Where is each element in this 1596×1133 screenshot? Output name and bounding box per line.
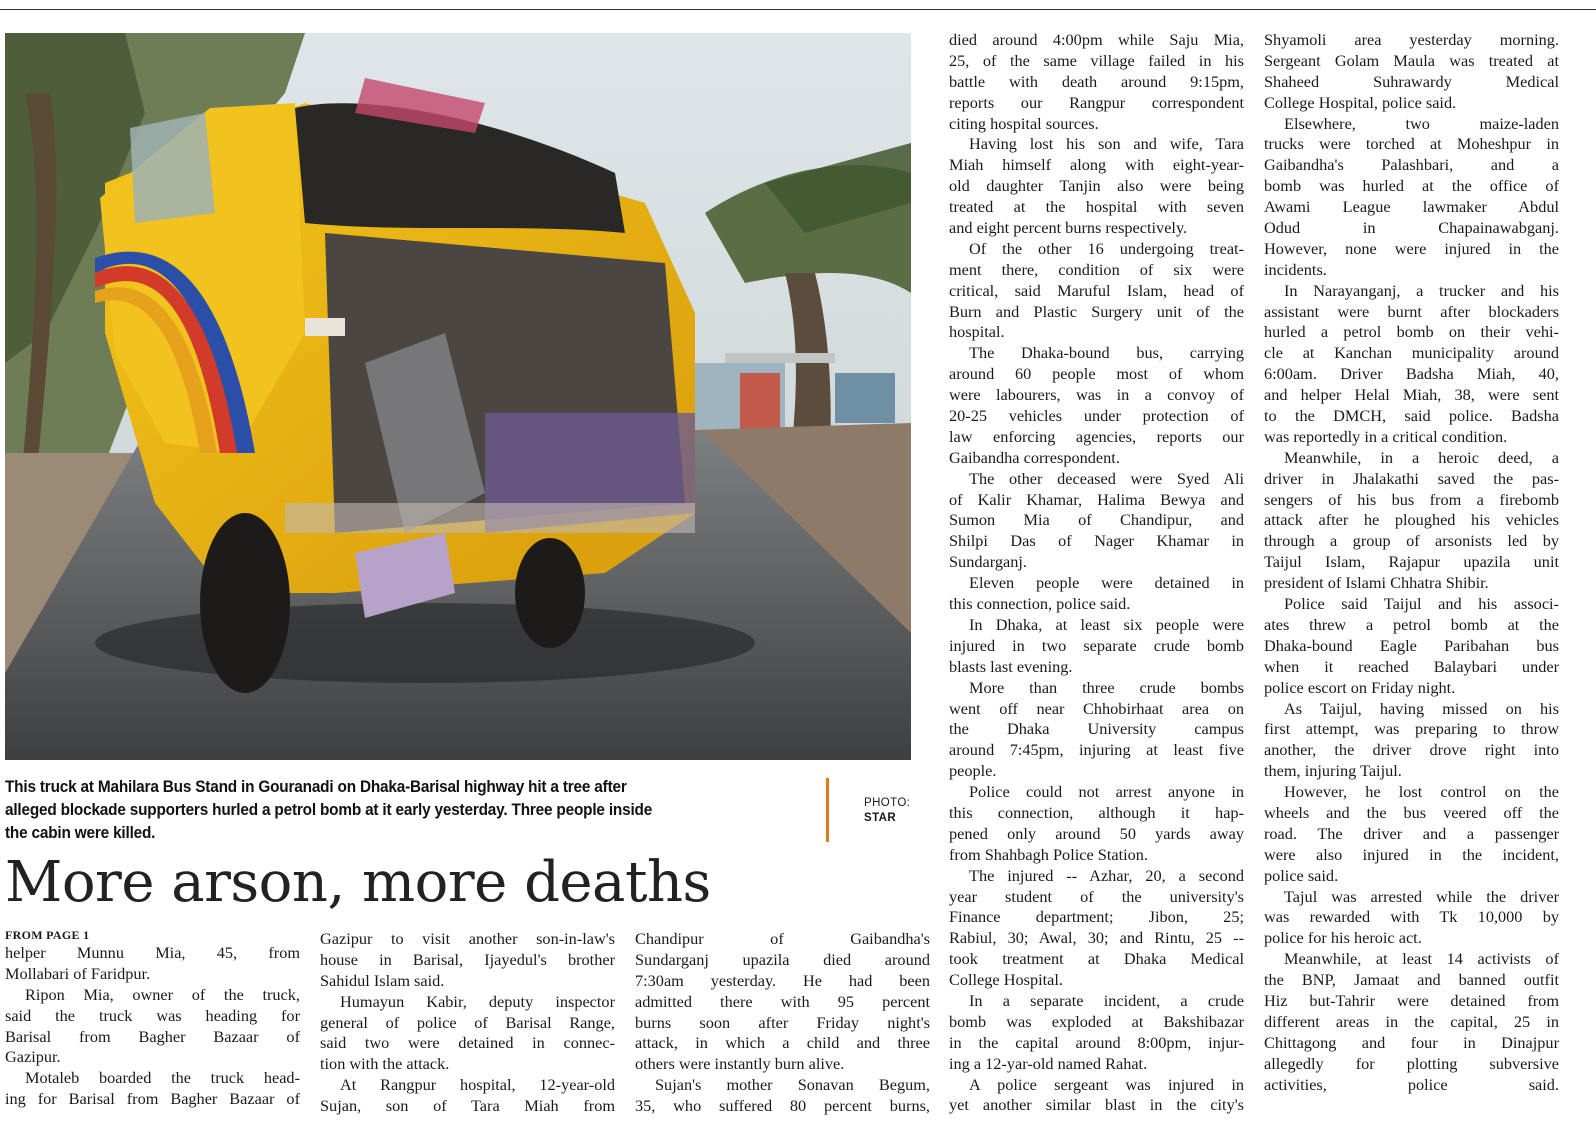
article-text-line: Meanwhile, in a heroic deed, a [1284, 447, 1559, 467]
article-text-line: injured in two separate crude bomb [949, 635, 1244, 655]
article-text-line: and helper Helal Miah, 38, were sent [1264, 385, 1559, 405]
article-text-line: hospital. [949, 322, 1005, 342]
article-text-line: Motaleb boarded the truck head- [25, 1068, 300, 1088]
article-text-line: Awami League lawmaker Abdul [1264, 197, 1559, 217]
article-text-line: this connection, police said. [949, 594, 1131, 614]
article-text-line: others were instantly burn alive. [635, 1054, 845, 1074]
article-text-line: Humayun Kabir, deputy inspector [340, 991, 615, 1011]
article-text-line: The injured -- Azhar, 20, a second [969, 865, 1244, 885]
article-text-line: Ripon Mia, owner of the truck, [25, 984, 300, 1004]
article-text-line: battle with death around 9:15pm, [949, 71, 1244, 91]
article-text-line: Gazipur to visit another son-in-law's [320, 929, 615, 948]
news-photo-truck [5, 33, 911, 760]
caption-divider [826, 778, 829, 842]
article-text-line: Miah himself along with eight-year- [949, 155, 1244, 175]
article-text-line: Hiz but-Tahrir were detained from [1264, 990, 1559, 1010]
article-text-line: Shaheed Suhrawardy Medical [1264, 71, 1559, 91]
article-text-line: first attempt, was preparing to throw [1264, 719, 1559, 739]
article-text-line: old daughter Tanjin also were being [949, 176, 1244, 196]
article-text-line: cle at Kanchan municipality around [1264, 343, 1559, 363]
article-text-line: around 60 people most of whom [949, 364, 1244, 384]
photo-credit-label: PHOTO: [864, 797, 911, 809]
article-text-line: the Dhaka University campus [949, 719, 1244, 739]
article-text-line: police for his heroic act. [1264, 928, 1422, 948]
article-text-line: ates threw a petrol bomb at the [1264, 614, 1559, 634]
article-text-line: was reportedly in a critical condition. [1264, 426, 1508, 446]
article-text-line: Odud in Chapainawabganj. [1264, 218, 1559, 238]
article-text-line: blasts last evening. [949, 656, 1073, 676]
article-text-line: them, injuring Taijul. [1264, 761, 1402, 781]
article-text-line: said the truck was heading for [5, 1005, 300, 1025]
article-text-line: A police sergeant was injured in [969, 1074, 1244, 1094]
article-text-line: 25, of the same village failed in his [949, 50, 1244, 70]
article-text-line: general of police of Barisal Range, [320, 1012, 615, 1032]
article-text-line: pened only around 50 yards away [949, 823, 1244, 843]
article-text-line: However, he lost control on the [1284, 782, 1559, 802]
article-text-line: said two were detained in connec- [320, 1033, 615, 1053]
article-text-line: police escort on Friday night. [1264, 677, 1456, 697]
article-text-line: another, the driver drove right into [1264, 740, 1559, 760]
article-text-line: bomb was hurled at the office of [1264, 176, 1559, 196]
top-rule [0, 9, 1596, 10]
article-text-line: were labourers, was in a convoy of [949, 385, 1244, 405]
article-text-line: 6:00am. Driver Badsha Miah, 40, [1264, 364, 1559, 384]
article-text-line: Barisal from Bagher Bazaar of [5, 1026, 300, 1046]
article-text-line: through a group of arsonists led by [1264, 531, 1559, 551]
article-text-line: Of the other 16 undergoing treat- [969, 238, 1244, 258]
article-text-line: went off near Chhobirhaat area on [949, 698, 1244, 718]
photo-caption: This truck at Mahilara Bus Stand in Gouranadi on Dhaka-Barisal highway hit a tree after alleged blockade supporters hurled a petrol bomb at it early yesterday. Three people inside the cabin were killed. [5, 778, 653, 842]
article-text-line: ing a 12-yar-old named Rahat. [949, 1053, 1148, 1073]
article-text-line: ment there, condition of six were [949, 259, 1244, 279]
article-text-line: Taijul Islam, Rajapur upazila unit [1264, 552, 1559, 572]
article-text-line: died around 4:00pm while Saju Mia, [949, 30, 1244, 49]
article-text-line: to the DMCH, said police. Badsha [1264, 406, 1559, 426]
article-text-line: Shilpi Das of Nager Khamar in [949, 531, 1244, 551]
article-text-line: Shyamoli area yesterday morning. [1264, 30, 1559, 49]
article-text-line: president of Islami Chhatra Shibir. [1264, 573, 1489, 593]
article-column-3 [635, 929, 930, 1133]
article-text-line: Finance department; Jibon, 25; [949, 907, 1244, 927]
article-text-line: Meanwhile, at least 14 activists of [1284, 949, 1559, 969]
article-text-line: trucks were torched at Moheshpur in [1264, 134, 1559, 154]
article-text-line: Police said Taijul and his associ- [1284, 594, 1559, 614]
article-text-line: and eight percent burns respectively. [949, 218, 1188, 238]
article-text-line: 7:30am yesterday. He had been [635, 970, 930, 990]
article-text-line: in the capital around 8:00pm, injur- [949, 1032, 1244, 1052]
article-text-line: citing hospital sources. [949, 113, 1099, 133]
article-text-line: Burn and Plastic Surgery unit of the [949, 301, 1244, 321]
dateline: FROM PAGE 1 [5, 928, 90, 942]
article-text-line: More than three crude bombs [969, 677, 1244, 697]
article-column-1 [5, 927, 300, 1133]
article-text-line: from Shahbagh Police Station. [949, 844, 1148, 864]
article-text-line: tion with the attack. [320, 1054, 450, 1074]
article-text-line: house in Barisal, Ijayedul's brother [320, 949, 615, 969]
article-text-line: attack, in which a child and three [635, 1033, 930, 1053]
article-text-line: Chandipur of Gaibandha's [635, 929, 930, 948]
article-text-line: In a separate incident, a crude [969, 990, 1244, 1010]
article-text-line: was rewarded with Tk 10,000 by [1264, 907, 1559, 927]
article-text-line: different areas in the capital, 25 in [1264, 1011, 1559, 1031]
article-text-line: the BNP, Jamaat and banned outfit [1264, 970, 1559, 990]
article-text-line: of Kalir Khamar, Halima Bewya and [949, 489, 1244, 509]
article-text-line: The Dhaka-bound bus, carrying [969, 343, 1244, 363]
article-text-line: attack after he ploughed his vehicles [1264, 510, 1559, 530]
article-text-line: driver in Jhalakathi saved the pas- [1264, 468, 1559, 488]
article-text-line: admitted there with 95 percent [635, 991, 930, 1011]
article-text-line: people. [949, 761, 997, 781]
article-text-line: Police could not arrest anyone in [969, 782, 1244, 802]
article-text-line: College Hospital. [949, 970, 1063, 990]
article-text-line: At Rangpur hospital, 12-year-old [340, 1075, 615, 1095]
article-text-line: Having lost his son and wife, Tara [969, 134, 1244, 154]
article-text-line: around 7:45pm, injuring at least five [949, 740, 1244, 760]
article-text-line: Gaibandha's Palashbari, and a [1264, 155, 1559, 175]
article-text-line: law enforcing agencies, reports our [949, 426, 1244, 446]
article-column-5 [1264, 30, 1559, 1133]
article-text-line: this connection, although it hap- [949, 802, 1244, 822]
article-text-line: Sahidul Islam said. [320, 970, 445, 990]
article-text-line: assistant were burnt after blockaders [1264, 301, 1559, 321]
article-text-line: were also injured in the incident, [1264, 844, 1559, 864]
article-text-line: Mollabari of Faridpur. [5, 963, 151, 983]
article-text-line: 20-25 vehicles under protection of [949, 406, 1244, 426]
article-text-line: hurled a petrol bomb on their vehi- [1264, 322, 1559, 342]
article-text-line: helper Munnu Mia, 45, from [5, 943, 300, 962]
article-text-line: bomb was exploded at Bakshibazar [949, 1011, 1244, 1031]
article-text-line: The other deceased were Syed Ali [969, 468, 1244, 488]
article-text-line: Sergeant Golam Maula was treated at [1264, 50, 1559, 70]
article-column-4 [949, 30, 1244, 1133]
article-text-line: Sujan's mother Sonavan Begum, [655, 1075, 930, 1095]
article-text-line: reports our Rangpur correspondent [949, 92, 1244, 112]
article-text-line: took treatment at Dhaka Medical [949, 949, 1244, 969]
article-text-line: yet another similar blast in the city's [949, 1095, 1244, 1115]
article-headline: More arson, more deaths [5, 850, 711, 915]
article-text-line: However, none were injured in the [1264, 238, 1559, 258]
article-text-line: Gaibandha correspondent. [949, 447, 1120, 467]
article-text-line: Gazipur. [5, 1047, 61, 1067]
article-text-line: College Hospital, police said. [1264, 92, 1457, 112]
article-text-line: burns soon after Friday night's [635, 1012, 930, 1032]
article-text-line: Sundarganj upazila died around [635, 949, 930, 969]
article-text-line: Rabiul, 30; Awal, 30; and Rintu, 25 -- [949, 928, 1244, 948]
article-text-line: treated at the hospital with seven [949, 197, 1244, 217]
photo-credit-source: STAR [864, 812, 897, 824]
article-text-line: As Taijul, having missed on his [1284, 698, 1559, 718]
article-text-line: activities, police said. [1264, 1074, 1559, 1094]
article-text-line: road. The driver and a passenger [1264, 823, 1559, 843]
article-text-line: In Narayanganj, a trucker and his [1284, 280, 1559, 300]
photo-credit [864, 796, 910, 826]
article-text-line: Dhaka-bound Eagle Paribahan bus [1264, 635, 1559, 655]
article-text-line: Sundarganj. [949, 552, 1027, 572]
article-text-line: sengers of his bus from a firebomb [1264, 489, 1559, 509]
article-text-line: Tajul was arrested while the driver [1284, 886, 1559, 906]
article-text-line: Eleven people were detained in [969, 573, 1244, 593]
article-text-line: when it reached Balaybari under [1264, 656, 1559, 676]
article-column-2 [320, 929, 615, 1133]
article-text-line: critical, said Maruful Islam, head of [949, 280, 1244, 300]
article-text-line: police said. [1264, 865, 1339, 885]
article-text-line: In Dhaka, at least six people were [969, 614, 1244, 634]
article-text-line: Elsewhere, two maize-laden [1284, 113, 1559, 133]
article-text-line: Sumon Mia of Chandipur, and [949, 510, 1244, 530]
article-text-line: ing for Barisal from Bagher Bazaar of [5, 1089, 300, 1109]
article-text-line: year student of the university's [949, 886, 1244, 906]
article-text-line: Chittagong and four in Dinajpur [1264, 1032, 1559, 1052]
article-text-line: Sujan, son of Tara Miah from [320, 1096, 615, 1116]
article-text-line: 35, who suffered 80 percent burns, [635, 1096, 930, 1116]
article-text-line: wheels and the bus veered off the [1264, 802, 1559, 822]
article-text-line: incidents. [1264, 259, 1327, 279]
article-text-line: allegedly for plotting subversive [1264, 1053, 1559, 1073]
